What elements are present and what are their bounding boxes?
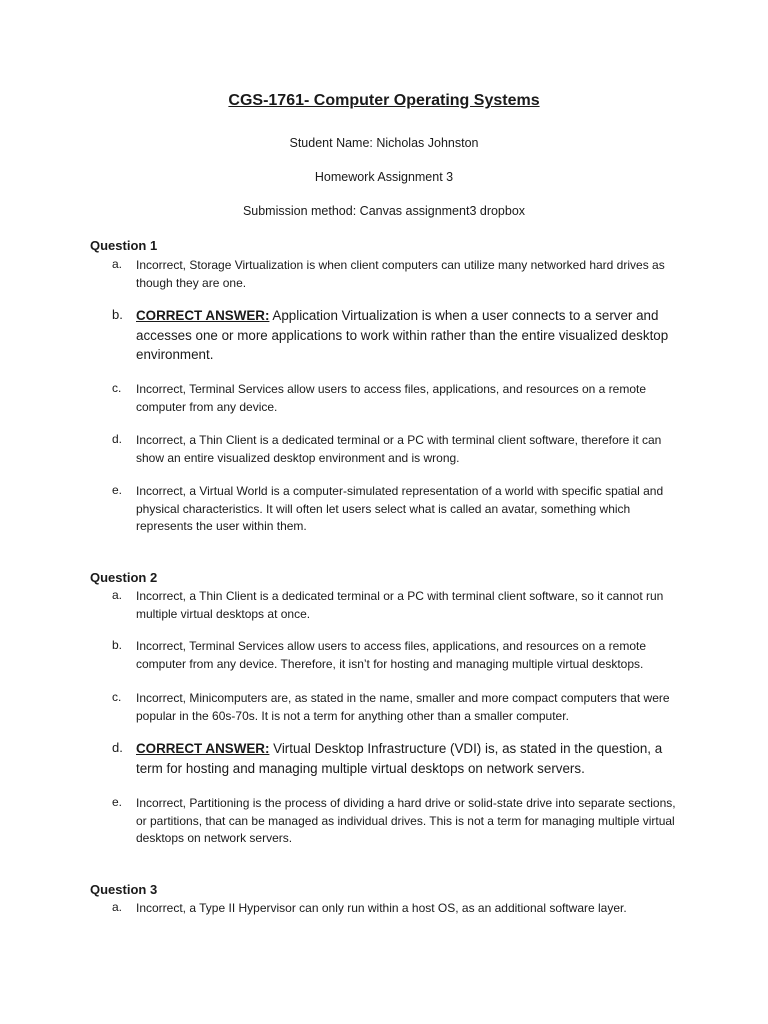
option-letter: d. [112, 740, 123, 755]
option-text: Incorrect, a Thin Client is a dedicated terminal or a PC with terminal client software, so it cannot run multiple virtual desktops at once. [136, 589, 664, 621]
question-3-heading: Question 3 [90, 882, 158, 897]
option-letter: c. [112, 381, 122, 395]
question-3-option-a [112, 900, 682, 918]
document-title: CGS-1761- Computer Operating Systems [228, 92, 540, 109]
option-text: Application Virtualization is when a user connects to a server and accesses one or more applications to work within rather than the entire visualized desktop environment. [136, 308, 669, 362]
option-text: Virtual Desktop Infrastructure (VDI) is, as stated in the question, a term for hosting and managing multiple virtual desktops on network servers. [136, 741, 663, 776]
question-1-option-a [112, 257, 682, 292]
correct-answer-label: CORRECT ANSWER: [136, 308, 270, 323]
option-letter: c. [112, 690, 122, 704]
option-letter: b. [112, 307, 123, 322]
question-2-option-e [112, 795, 682, 848]
option-letter: d. [112, 432, 123, 446]
student-name: Student Name: Nicholas Johnston [289, 136, 479, 150]
question-2-heading: Question 2 [90, 570, 158, 585]
assignment-title: Homework Assignment 3 [314, 170, 454, 184]
option-letter: e. [112, 483, 123, 497]
question-2-option-c [112, 690, 682, 725]
correct-answer-label: CORRECT ANSWER: [136, 741, 270, 756]
option-letter: e. [112, 795, 123, 809]
option-letter: a. [112, 588, 123, 602]
option-letter: a. [112, 257, 123, 271]
question-2-option-b [112, 638, 682, 673]
question-1-heading: Question 1 [90, 238, 158, 253]
option-text: Incorrect, Terminal Services allow users to access files, applications, and resources on a remote computer from any device. Therefore, it isn’t for hosting and managing multiple virtual desktops. [136, 639, 647, 671]
submission-method: Submission method: Canvas assignment3 dropbox [242, 204, 526, 218]
option-text: Incorrect, Partitioning is the process of dividing a hard drive or solid-state drive into separate sections, or partitions, that can be managed as individual drives. This is not a term for managing multiple virtual desktops on network servers. [136, 796, 676, 845]
option-text: Incorrect, Storage Virtualization is when client computers can utilize many networked hard drives as though they are one. [136, 258, 665, 290]
option-text: Incorrect, a Type II Hypervisor can only run within a host OS, as an additional software layer. [136, 901, 627, 915]
option-text: Incorrect, a Thin Client is a dedicated terminal or a PC with terminal client software, therefore it can show an entire visualized desktop environment and is wrong. [136, 433, 662, 465]
option-letter: a. [112, 900, 123, 914]
question-1-option-e [112, 483, 682, 536]
option-text: Incorrect, a Virtual World is a computer-simulated representation of a world with specific spatial and physical characteristics. It will often let users select what is called an avatar, something which represents the user within them. [136, 484, 664, 533]
question-2-option-d-correct [112, 739, 682, 778]
question-1-option-b-correct [112, 306, 682, 365]
question-2-option-a [112, 588, 682, 623]
option-text: Incorrect, Terminal Services allow users to access files, applications, and resources on a remote computer from any device. [136, 382, 647, 414]
option-letter: b. [112, 638, 123, 652]
question-1-option-c [112, 381, 682, 416]
question-1-option-d [112, 432, 682, 467]
option-text: Incorrect, Minicomputers are, as stated in the name, smaller and more compact computers that were popular in the 60s-70s. It is not a term for anything other than a smaller computer. [136, 691, 670, 723]
